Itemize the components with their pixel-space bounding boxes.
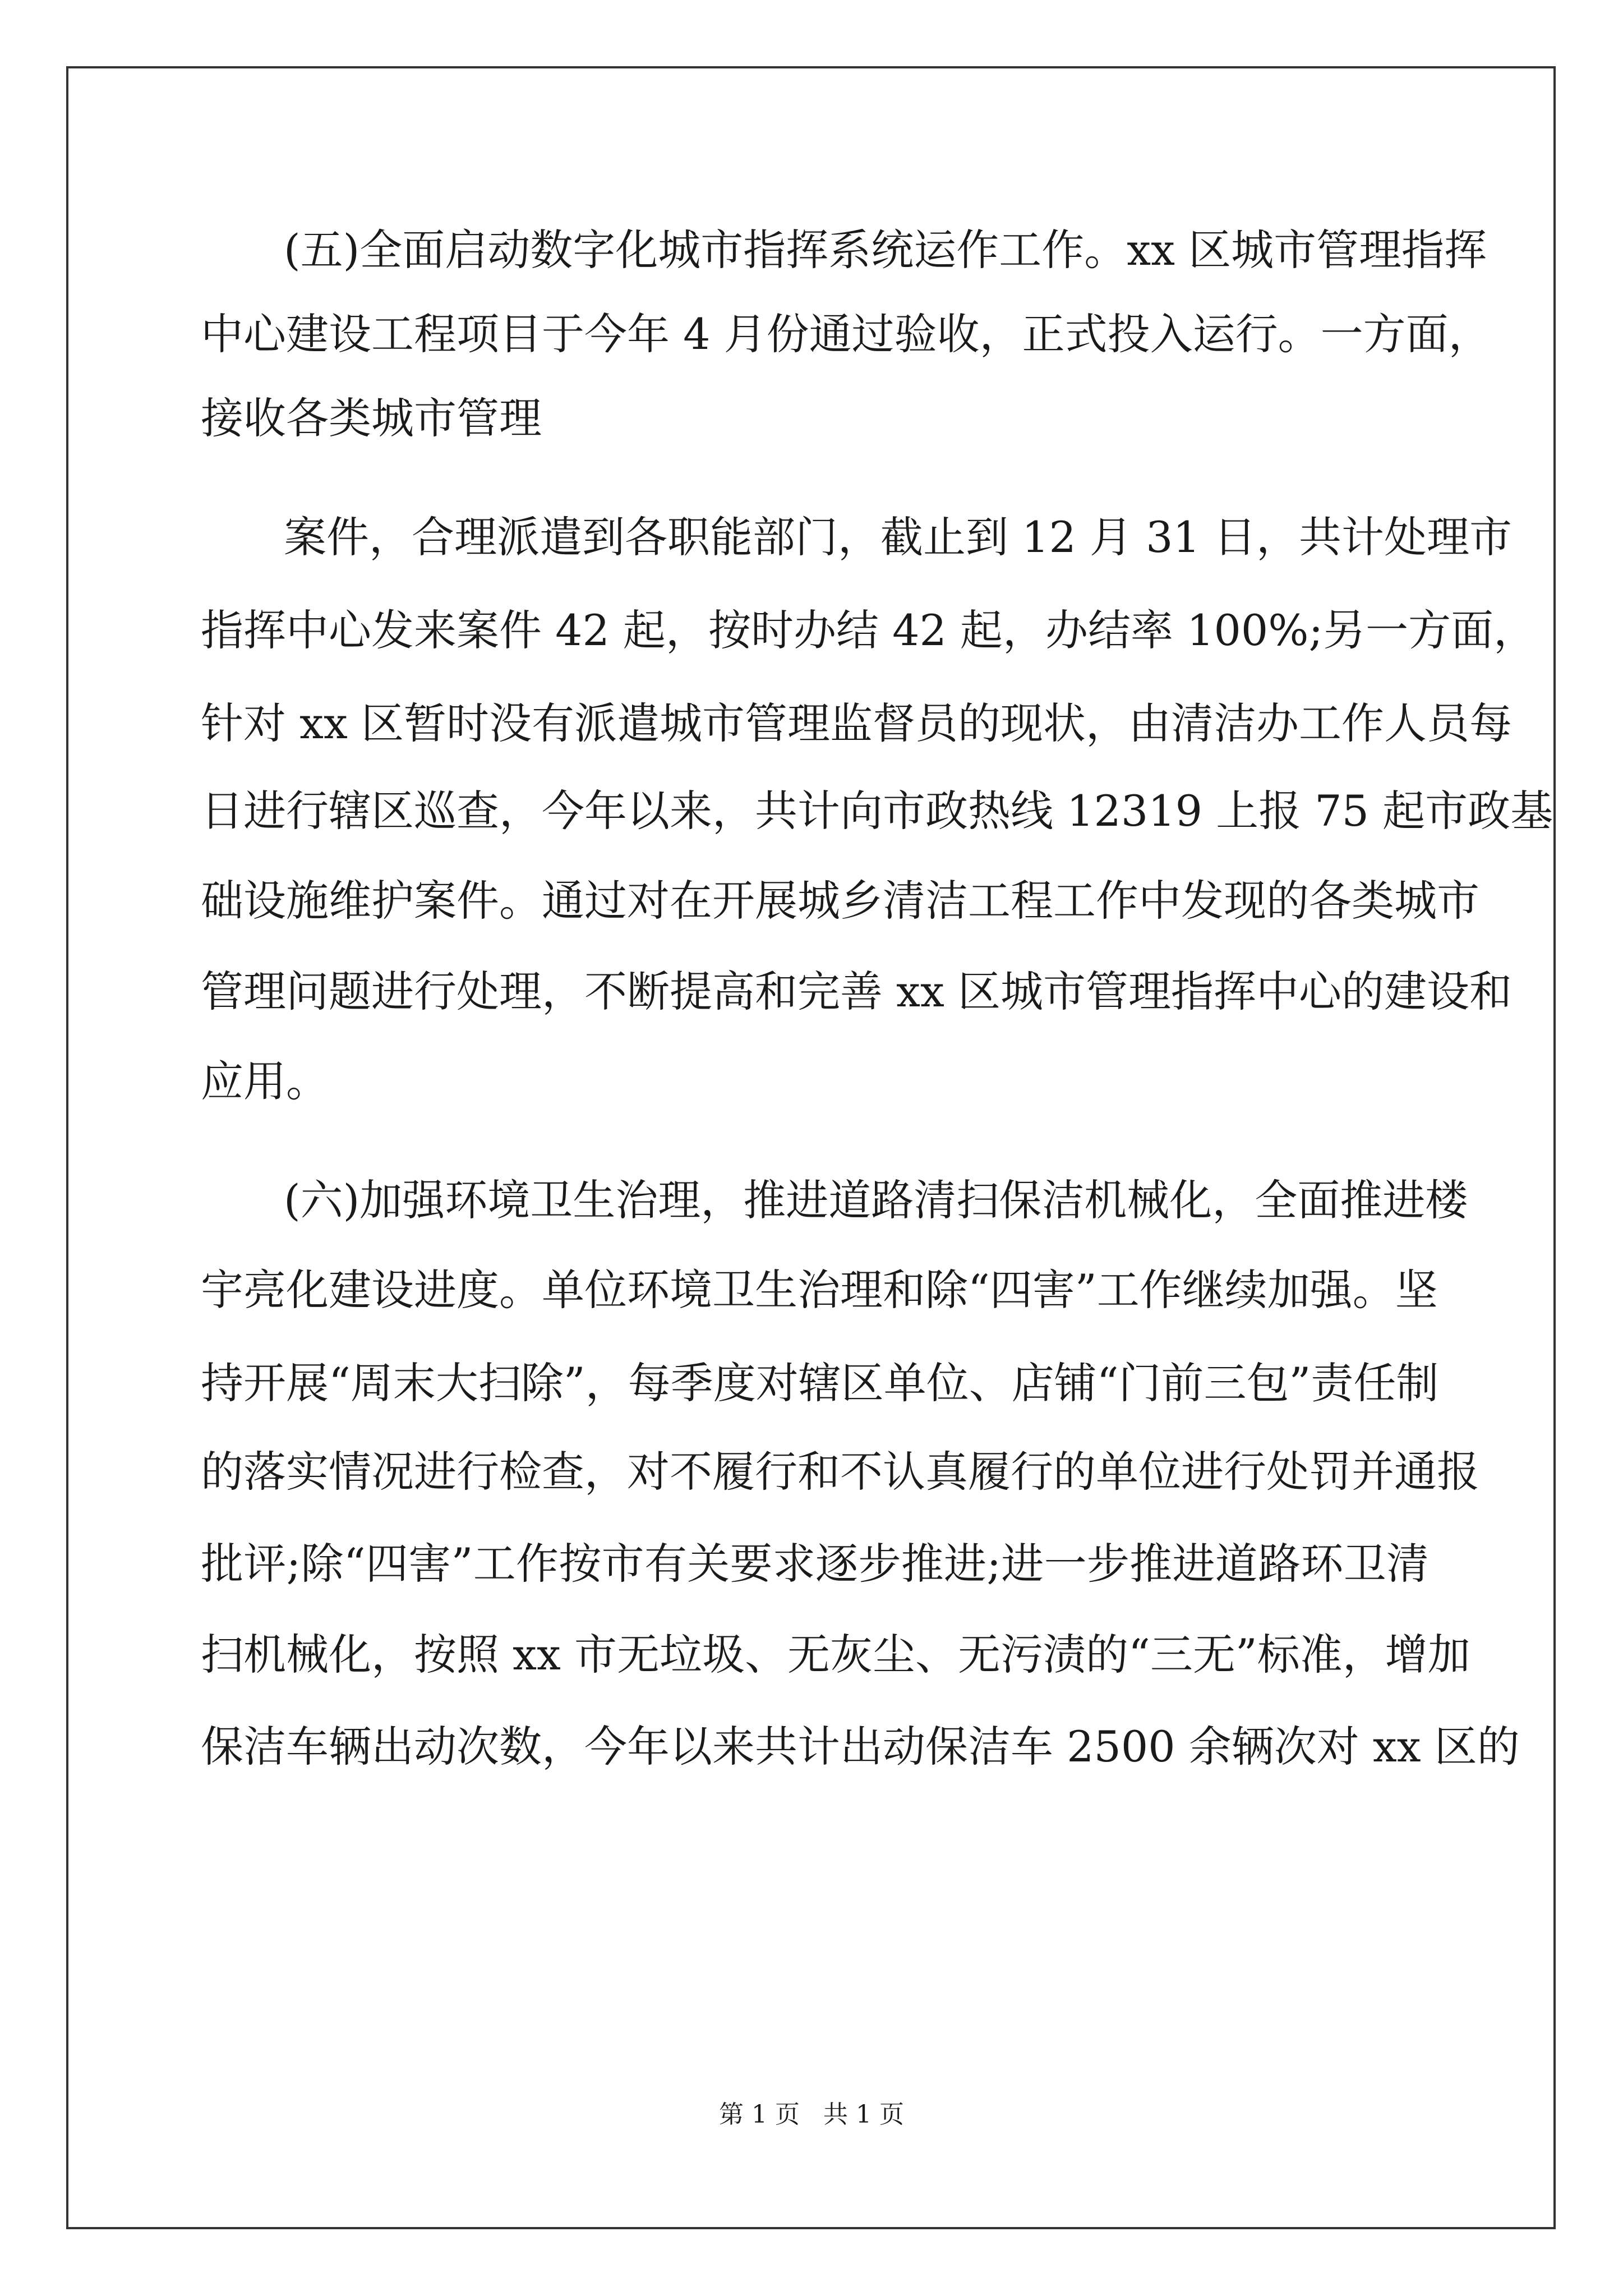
page-footer [0, 2098, 1623, 2132]
text-line: 中心建设工程项目于今年 4 月份通过验收，正式投入运行。一方面， [201, 309, 1491, 359]
text-line: 案件，合理派遣到各职能部门，截止到 12 月 31 日，共计处理市 [284, 512, 1513, 562]
text-line: 保洁车辆出动次数，今年以来共计出动保洁车 2500 余辆次对 xx 区的 [201, 1722, 1520, 1772]
text-line: 批评;除“四害”工作按市有关要求逐步推进;进一步推进道路环卫清 [201, 1539, 1429, 1589]
text-line: 础设施维护案件。通过对在开展城乡清洁工程工作中发现的各类城市 [201, 876, 1479, 926]
text-line: 指挥中心发来案件 42 起，按时办结 42 起，办结率 100%;另一方面， [201, 605, 1537, 655]
page-number-current: 第 1 页 [719, 2100, 800, 2129]
page-number-total: 共 1 页 [823, 2100, 904, 2129]
text-line: 宇亮化建设进度。单位环境卫生治理和除“四害”工作继续加强。坚 [201, 1265, 1438, 1315]
text-line: 日进行辖区巡查，今年以来，共计向市政热线 12319 上报 75 起市政基 [201, 786, 1553, 836]
text-line: 接收各类城市管理 [201, 393, 542, 443]
text-line: 的落实情况进行检查，对不履行和不认真履行的单位进行处罚并通报 [201, 1447, 1479, 1497]
text-line: 扫机械化，按照 xx 市无垃圾、无灰尘、无污渍的“三无”标准，增加 [201, 1630, 1470, 1680]
text-line: 应用。 [201, 1056, 329, 1106]
text-line: 针对 xx 区暂时没有派遣城市管理监督员的现状，由清洁办工作人员每 [201, 698, 1513, 748]
text-line: 管理问题进行处理，不断提高和完善 xx 区城市管理指挥中心的建设和 [201, 967, 1513, 1016]
text-line: (六)加强环境卫生治理，推进道路清扫保洁机械化，全面推进楼 [284, 1175, 1468, 1225]
text-line: 持开展“周末大扫除”，每季度对辖区单位、店铺“门前三包”责任制 [201, 1358, 1439, 1408]
text-line: (五)全面启动数字化城市指挥系统运作工作。xx 区城市管理指挥 [284, 225, 1487, 275]
